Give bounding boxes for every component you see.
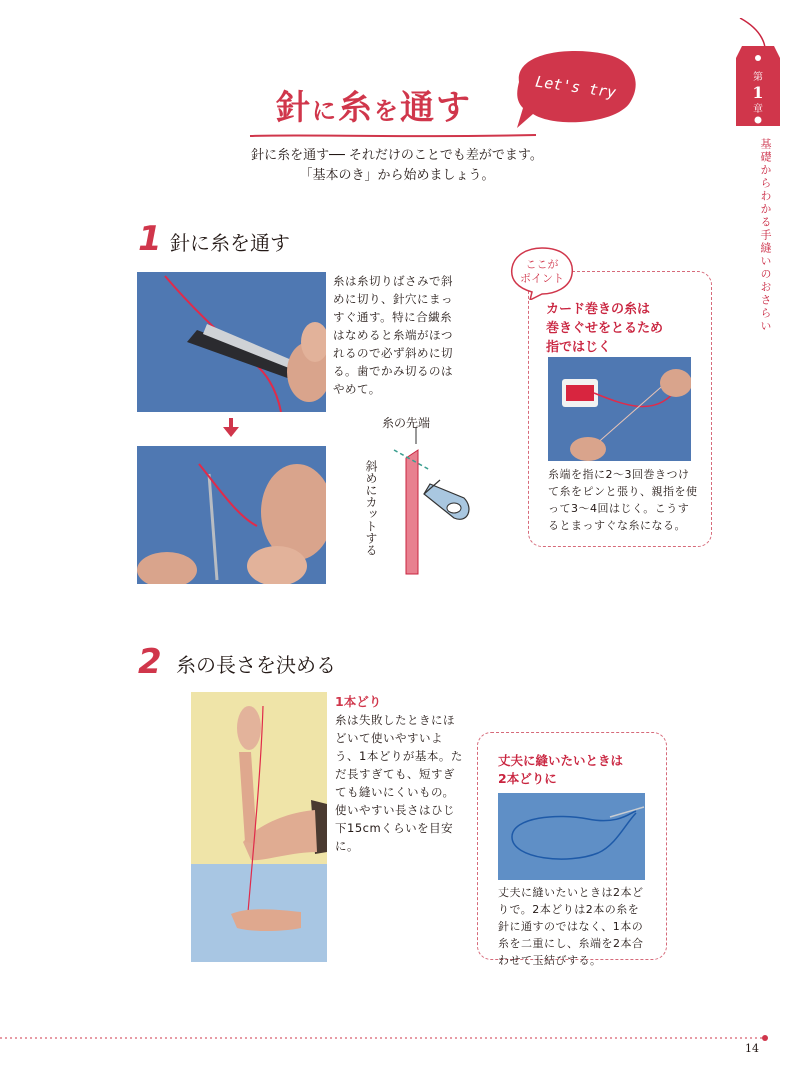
section2-title: 糸の長さを決める (176, 653, 336, 677)
chapter-suffix: 章 (753, 104, 763, 115)
single-thread-heading: 1本どり (335, 694, 382, 709)
point-heading: カード巻きの糸は 巻きぐせをとるため 指ではじく (546, 302, 664, 355)
lets-try-label: Let's try (534, 72, 618, 102)
lets-try-badge (505, 44, 645, 134)
section1-title: 針に糸を通す (170, 231, 290, 255)
title-underline (248, 132, 538, 140)
point-bubble-line1: ここが (525, 258, 559, 271)
section1-number: 1 (138, 219, 162, 259)
page-number: 14 (745, 1042, 759, 1055)
section2-number: 2 (138, 642, 162, 682)
flower-icon (755, 117, 762, 124)
side-chapter-title: 基礎からわかる手縫いのおさらい (759, 138, 772, 333)
photo-scissors-cutting (137, 272, 326, 412)
photo-thread-length (191, 692, 327, 962)
chapter-number: 1 (752, 83, 764, 102)
illus-label-cut-diagonal: 斜めにカットする (364, 460, 378, 556)
chapter-prefix: 第 (753, 72, 763, 83)
point-text: 糸端を指に2～3回巻きつけて糸をピンと張り、親指を使って3～4回はじく。こうするとまっすぐな糸になる。 (548, 468, 698, 532)
arrow-down-icon (222, 418, 240, 438)
intro-text: 針に糸を通す── それだけのことでも差がでます。 「基本のき」から始めましょう。 (251, 148, 543, 183)
page-title: 針に糸を通す (276, 88, 472, 128)
section1-text: 糸は糸切りばさみで斜めに切り、針穴にまっすぐ通す。特に合繊糸はなめると糸端がほつれるので必ず斜めに切る。歯でかみ切るのはやめて。 (333, 274, 453, 396)
double-thread-text: 丈夫に縫いたいときは2本どりで。2本どりは2本の糸を針に通すのではなく、1本の糸を二重にし、糸端を2本合わせて玉結びする。 (498, 886, 644, 967)
point-bubble (506, 244, 578, 300)
illus-label-thread-tip: 糸の先端 (382, 416, 431, 430)
page-bottom-rule (0, 1032, 770, 1044)
chapter-tag (732, 18, 784, 130)
section2-text: 糸は失敗したときにほどいて使いやすいよう、1本どりが基本。ただ長すぎても、短すぎても縫いにくいもの。使いやすい長さはひじ下15cmくらいを目安に。 (335, 713, 463, 853)
point-bubble-line2: ポイント (520, 272, 564, 285)
illus-thread-cut (384, 428, 484, 578)
photo-card-thread (548, 357, 691, 461)
double-thread-heading: 丈夫に縫いたいときは 2本どりに (498, 753, 624, 786)
photo-double-thread (498, 793, 645, 880)
photo-threading-needle (137, 446, 326, 584)
